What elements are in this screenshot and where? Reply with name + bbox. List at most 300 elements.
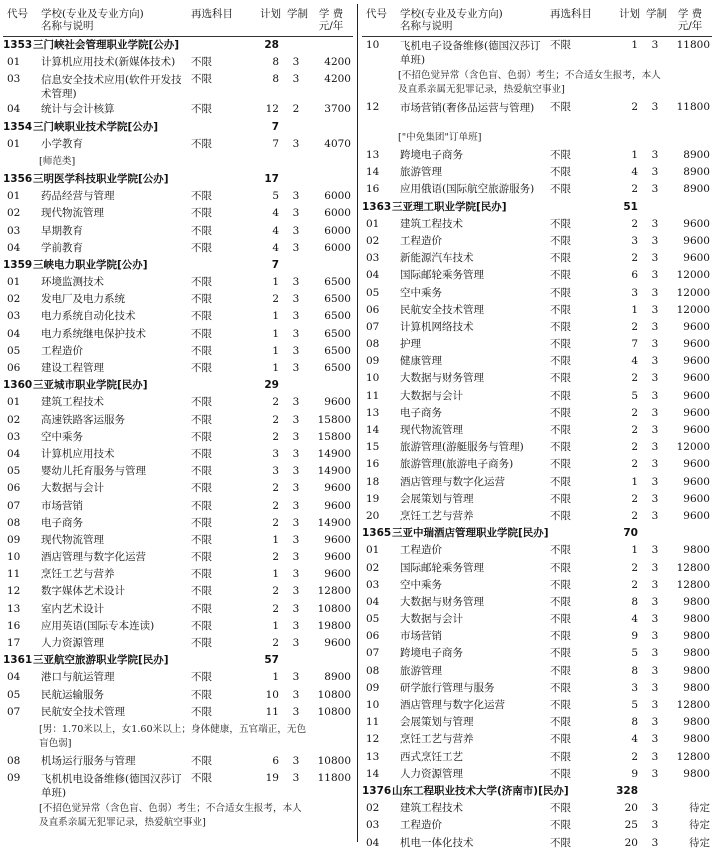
major-row bbox=[3, 360, 353, 377]
major-plan: 5 bbox=[631, 647, 638, 660]
major-fee: 15800 bbox=[317, 430, 351, 443]
major-name: 信息安全技术应用(软件开发技术管理) bbox=[41, 74, 182, 101]
major-length: 3 bbox=[651, 458, 659, 471]
major-code: 10 bbox=[366, 372, 380, 385]
major-subject: 不限 bbox=[191, 754, 212, 767]
school-code: 1359 bbox=[3, 258, 33, 271]
school-code: 1365 bbox=[362, 527, 392, 540]
major-subject: 不限 bbox=[191, 310, 212, 323]
major-fee: 14900 bbox=[317, 516, 351, 529]
major-row bbox=[362, 663, 712, 680]
major-name: 计算机网络技术 bbox=[400, 320, 474, 333]
major-length: 3 bbox=[292, 465, 300, 478]
major-length: 3 bbox=[651, 681, 659, 694]
major-row bbox=[362, 817, 712, 834]
major-subject: 不限 bbox=[550, 802, 571, 815]
major-fee: 9600 bbox=[683, 492, 710, 505]
major-code: 13 bbox=[366, 149, 380, 161]
major-plan: 3 bbox=[631, 234, 638, 247]
major-name: 跨境电子商务 bbox=[400, 647, 463, 660]
major-name: 民航运输服务 bbox=[41, 688, 104, 701]
major-code: 04 bbox=[7, 671, 21, 684]
major-code: 13 bbox=[7, 602, 21, 615]
major-name: 飞机机电设备维修(德国汉莎订单班) bbox=[41, 773, 182, 800]
major-name: 电子商务 bbox=[41, 516, 83, 529]
major-plan: 2 bbox=[631, 509, 638, 522]
school-code: 1363 bbox=[362, 200, 392, 213]
major-code: 03 bbox=[366, 252, 380, 265]
major-row bbox=[3, 480, 353, 497]
major-name: 计算机应用技术 bbox=[41, 447, 115, 460]
major-name: 建筑工程技术 bbox=[41, 396, 104, 409]
major-note: ["中免集团"订单班] bbox=[398, 132, 482, 143]
major-name: 大数据与财务管理 bbox=[400, 595, 484, 608]
major-subject: 不限 bbox=[191, 73, 212, 86]
major-row bbox=[3, 291, 353, 308]
major-plan: 3 bbox=[272, 465, 279, 478]
major-fee: 9600 bbox=[324, 499, 351, 512]
major-plan: 4 bbox=[631, 613, 638, 626]
major-subject: 不限 bbox=[550, 595, 571, 608]
major-name: 国际邮轮乘务管理 bbox=[400, 561, 484, 574]
major-length: 3 bbox=[292, 516, 300, 529]
major-name: 港口与航运管理 bbox=[41, 671, 115, 684]
major-code: 05 bbox=[7, 465, 21, 478]
major-length: 3 bbox=[292, 772, 300, 785]
major-name: 数字媒体艺术设计 bbox=[41, 585, 125, 598]
major-plan: 1 bbox=[631, 475, 638, 488]
major-plan: 2 bbox=[631, 101, 638, 113]
major-name: 工程造价 bbox=[400, 234, 442, 247]
major-plan: 3 bbox=[631, 681, 638, 694]
major-code: 01 bbox=[7, 276, 21, 289]
major-name: 工程造价 bbox=[400, 544, 442, 557]
major-plan: 8 bbox=[272, 56, 279, 69]
major-subject: 不限 bbox=[191, 293, 212, 306]
major-code: 07 bbox=[366, 647, 380, 660]
major-length: 3 bbox=[651, 750, 659, 763]
major-code: 12 bbox=[366, 101, 380, 113]
major-plan: 4 bbox=[272, 207, 279, 220]
major-name: 应用英语(国际专本连读) bbox=[41, 619, 155, 632]
major-name: 发电厂及电力系统 bbox=[41, 293, 125, 306]
school-code: 1354 bbox=[3, 120, 33, 133]
major-row bbox=[3, 770, 353, 800]
major-fee: 11800 bbox=[317, 772, 351, 785]
major-subject: 不限 bbox=[550, 544, 571, 557]
major-name: 市场营销 bbox=[41, 499, 83, 512]
major-length: 3 bbox=[292, 482, 300, 495]
school-code: 1360 bbox=[3, 379, 33, 392]
major-code: 16 bbox=[366, 458, 380, 471]
major-name: 工程造价 bbox=[41, 344, 83, 357]
major-plan: 5 bbox=[631, 389, 638, 402]
major-code: 02 bbox=[7, 207, 21, 220]
major-name: 飞机电子设备维修(德国汉莎订单班) bbox=[400, 40, 541, 66]
major-code: 09 bbox=[366, 355, 380, 368]
major-fee: 12800 bbox=[676, 750, 710, 763]
major-fee: 9600 bbox=[683, 320, 710, 333]
major-fee: 6000 bbox=[324, 224, 351, 237]
major-plan: 2 bbox=[272, 413, 279, 426]
major-code: 13 bbox=[366, 406, 380, 419]
major-plan: 1 bbox=[272, 671, 279, 684]
major-code: 06 bbox=[366, 303, 380, 316]
major-code: 03 bbox=[7, 224, 21, 237]
major-name: 工程造价 bbox=[400, 819, 442, 832]
major-plan: 7 bbox=[272, 137, 279, 150]
school-plan: 51 bbox=[623, 200, 638, 213]
major-length: 3 bbox=[292, 619, 300, 632]
major-code: 08 bbox=[7, 516, 21, 529]
major-plan: 1 bbox=[272, 276, 279, 289]
major-length: 3 bbox=[292, 533, 300, 546]
major-row bbox=[362, 302, 712, 319]
major-length: 3 bbox=[651, 509, 659, 522]
major-plan: 2 bbox=[631, 406, 638, 419]
major-row bbox=[3, 136, 353, 153]
major-subject: 不限 bbox=[550, 183, 571, 196]
header-name: 学校(专业及专业方向) 名称与说明 bbox=[400, 8, 503, 32]
major-name: 电力系统自动化技术 bbox=[41, 310, 136, 323]
major-subject: 不限 bbox=[550, 509, 571, 522]
major-plan: 5 bbox=[631, 699, 638, 711]
major-fee: 9800 bbox=[683, 595, 710, 608]
major-row bbox=[3, 394, 353, 411]
major-fee: 12000 bbox=[676, 303, 710, 316]
major-length: 3 bbox=[651, 561, 659, 574]
major-length: 3 bbox=[292, 241, 300, 254]
major-fee: 9600 bbox=[683, 217, 710, 230]
major-fee: 12800 bbox=[676, 699, 710, 711]
major-plan: 2 bbox=[631, 372, 638, 385]
major-plan: 2 bbox=[272, 293, 279, 306]
school-name: 三亚中瑞酒店管理职业学院[民办] bbox=[392, 527, 549, 540]
major-row bbox=[3, 101, 353, 118]
major-fee: 9600 bbox=[324, 568, 351, 581]
major-code: 03 bbox=[366, 578, 380, 591]
major-length: 3 bbox=[292, 73, 300, 86]
major-subject: 不限 bbox=[550, 630, 571, 643]
major-fee: 8900 bbox=[683, 183, 710, 196]
major-row bbox=[3, 343, 353, 360]
major-row bbox=[362, 491, 712, 508]
major-plan: 2 bbox=[631, 217, 638, 230]
major-length: 3 bbox=[292, 293, 300, 306]
major-code: 16 bbox=[7, 619, 21, 632]
major-plan: 4 bbox=[631, 355, 638, 368]
major-row bbox=[3, 753, 353, 770]
major-name: 高速铁路客运服务 bbox=[41, 413, 125, 426]
major-code: 02 bbox=[366, 561, 380, 574]
major-subject: 不限 bbox=[550, 389, 571, 402]
major-fee: 6500 bbox=[324, 293, 351, 306]
major-code: 08 bbox=[366, 664, 380, 677]
major-plan: 2 bbox=[631, 252, 638, 265]
major-row bbox=[3, 446, 353, 463]
major-length: 3 bbox=[651, 492, 659, 505]
header-subject: 再选科目 bbox=[550, 8, 592, 20]
major-name: 应用俄语(国际航空旅游服务) bbox=[400, 183, 535, 196]
major-subject: 不限 bbox=[191, 688, 212, 701]
major-name: 旅游管理(旅游电子商务) bbox=[400, 458, 514, 471]
major-row bbox=[362, 99, 712, 129]
major-subject: 不限 bbox=[550, 149, 571, 161]
major-code: 19 bbox=[366, 492, 380, 505]
major-fee: 12000 bbox=[676, 286, 710, 299]
major-name: 电子商务 bbox=[400, 406, 442, 419]
major-subject: 不限 bbox=[191, 344, 212, 357]
major-subject: 不限 bbox=[550, 372, 571, 385]
major-row bbox=[362, 594, 712, 611]
major-length: 3 bbox=[651, 166, 659, 179]
major-subject: 不限 bbox=[191, 568, 212, 581]
major-row bbox=[362, 645, 712, 662]
major-code: 05 bbox=[366, 286, 380, 299]
major-note: [不招色觉异常（含色盲、色弱）考生；不合适女生报考，本人及直系亲属无犯罪记录，热爱航空事业] bbox=[398, 70, 661, 95]
major-subject: 不限 bbox=[550, 303, 571, 316]
major-row bbox=[3, 205, 353, 222]
major-name: 市场营销 bbox=[400, 630, 442, 643]
major-row bbox=[362, 285, 712, 302]
major-name: 机场运行服务与管理 bbox=[41, 754, 136, 767]
major-plan: 20 bbox=[624, 802, 638, 815]
major-plan: 2 bbox=[272, 396, 279, 409]
major-name: 早期教育 bbox=[41, 224, 83, 237]
major-fee: 6500 bbox=[324, 310, 351, 323]
major-subject: 不限 bbox=[550, 475, 571, 488]
major-subject: 不限 bbox=[550, 561, 571, 574]
major-fee: 9600 bbox=[683, 355, 710, 368]
major-length: 3 bbox=[651, 338, 659, 351]
school-plan: 57 bbox=[264, 654, 279, 667]
major-plan: 2 bbox=[631, 750, 638, 763]
school-row bbox=[3, 377, 353, 394]
major-fee: 6500 bbox=[324, 327, 351, 340]
major-code: 01 bbox=[7, 137, 21, 150]
major-subject: 不限 bbox=[550, 269, 571, 282]
major-name: 会展策划与管理 bbox=[400, 492, 474, 505]
major-plan: 2 bbox=[631, 458, 638, 471]
major-note: [男：1.70米以上，女1.60米以上；身体健康，五官端正，无色盲色弱] bbox=[39, 723, 307, 749]
major-length: 3 bbox=[651, 647, 659, 660]
major-row bbox=[362, 388, 712, 405]
major-subject: 不限 bbox=[191, 671, 212, 684]
major-subject: 不限 bbox=[550, 338, 571, 351]
school-name: 三亚理工职业学院[民办] bbox=[392, 200, 507, 213]
major-name: 人力资源管理 bbox=[41, 637, 104, 649]
major-subject: 不限 bbox=[550, 424, 571, 436]
major-length: 3 bbox=[651, 716, 659, 729]
major-code: 07 bbox=[7, 499, 21, 512]
major-code: 02 bbox=[7, 413, 21, 426]
major-code: 15 bbox=[366, 441, 380, 454]
major-fee: 9800 bbox=[683, 544, 710, 557]
major-name: 学前教育 bbox=[41, 241, 83, 254]
major-fee: 9800 bbox=[683, 630, 710, 643]
major-row bbox=[3, 223, 353, 240]
major-name: 酒店管理与数字化运营 bbox=[41, 551, 146, 564]
major-plan: 19 bbox=[265, 772, 279, 785]
major-row bbox=[362, 439, 712, 456]
major-name: 旅游管理 bbox=[400, 166, 442, 179]
major-subject: 不限 bbox=[191, 465, 212, 478]
major-fee: 9800 bbox=[683, 733, 710, 746]
major-code: 01 bbox=[366, 217, 380, 230]
major-fee: 8900 bbox=[683, 166, 710, 179]
major-length: 3 bbox=[651, 406, 659, 419]
major-fee: 9600 bbox=[324, 551, 351, 564]
major-name: 大数据与会计 bbox=[400, 613, 463, 626]
major-name: 民航安全技术管理 bbox=[41, 705, 125, 718]
major-plan: 4 bbox=[272, 241, 279, 254]
major-fee: 9600 bbox=[683, 234, 710, 247]
major-code: 12 bbox=[7, 585, 21, 598]
major-length: 3 bbox=[292, 190, 300, 203]
major-row bbox=[362, 835, 712, 852]
major-length: 3 bbox=[292, 362, 300, 374]
major-row bbox=[3, 549, 353, 566]
major-length: 3 bbox=[292, 688, 300, 701]
major-row bbox=[362, 336, 712, 353]
major-length: 3 bbox=[651, 802, 659, 815]
major-fee: 6000 bbox=[324, 207, 351, 220]
school-code: 1356 bbox=[3, 172, 33, 185]
major-code: 11 bbox=[366, 389, 380, 402]
major-name: 人力资源管理 bbox=[400, 767, 463, 780]
major-name: 建筑工程技术 bbox=[400, 217, 463, 230]
major-fee: 9600 bbox=[683, 509, 710, 522]
major-subject: 不限 bbox=[550, 664, 571, 677]
major-fee: 10800 bbox=[317, 705, 351, 718]
major-code: 04 bbox=[366, 836, 380, 849]
major-name: 建筑工程技术 bbox=[400, 802, 463, 815]
major-length: 3 bbox=[292, 327, 300, 340]
major-length: 3 bbox=[292, 637, 300, 649]
major-row bbox=[3, 429, 353, 446]
major-fee: 8900 bbox=[683, 149, 710, 161]
major-subject: 不限 bbox=[191, 705, 212, 718]
major-fee: 9800 bbox=[683, 664, 710, 677]
major-length: 3 bbox=[292, 602, 300, 615]
major-plan: 2 bbox=[272, 516, 279, 529]
major-fee: 4070 bbox=[324, 137, 351, 150]
major-subject: 不限 bbox=[550, 716, 571, 729]
major-code: 14 bbox=[366, 424, 380, 436]
major-code: 12 bbox=[366, 733, 380, 746]
major-length: 3 bbox=[292, 137, 300, 150]
major-row bbox=[362, 37, 712, 67]
major-fee: 9600 bbox=[683, 475, 710, 488]
major-note: [不招色觉异常（含色盲、色弱）考生；不合适女生报考，本人及直系亲属无犯罪记录，热爱航空事业] bbox=[39, 803, 302, 829]
major-code: 03 bbox=[7, 73, 21, 86]
major-name: 婴幼儿托育服务与管理 bbox=[41, 465, 146, 478]
major-plan: 8 bbox=[631, 664, 638, 677]
major-name: 统计与会计核算 bbox=[41, 103, 115, 116]
major-length: 3 bbox=[292, 754, 300, 767]
header-code: 代号 bbox=[366, 8, 387, 20]
school-row bbox=[362, 525, 712, 542]
major-note: [师范类] bbox=[39, 155, 76, 167]
major-subject: 不限 bbox=[550, 286, 571, 299]
major-name: 会展策划与管理 bbox=[400, 716, 474, 729]
major-subject: 不限 bbox=[191, 602, 212, 615]
major-subject: 不限 bbox=[550, 819, 571, 832]
major-subject: 不限 bbox=[550, 492, 571, 505]
major-row bbox=[3, 188, 353, 205]
major-subject: 不限 bbox=[191, 533, 212, 546]
major-fee: 14900 bbox=[317, 447, 351, 460]
major-row bbox=[362, 267, 712, 284]
major-row bbox=[362, 233, 712, 250]
right-rows bbox=[362, 37, 712, 852]
major-length: 3 bbox=[292, 671, 300, 684]
major-name: 计算机应用技术(新媒体技术) bbox=[41, 56, 176, 69]
major-subject: 不限 bbox=[550, 767, 571, 780]
major-fee: 待定 bbox=[689, 819, 710, 832]
major-subject: 不限 bbox=[550, 166, 571, 179]
major-length: 3 bbox=[651, 372, 659, 385]
major-name: 室内艺术设计 bbox=[41, 602, 104, 615]
major-name: 国际邮轮乘务管理 bbox=[400, 269, 484, 282]
major-fee: 6000 bbox=[324, 190, 351, 203]
school-name: 山东工程职业技术大学(济南市)[民办] bbox=[392, 784, 569, 797]
major-name: 建设工程管理 bbox=[41, 362, 104, 374]
major-name: 健康管理 bbox=[400, 355, 442, 368]
major-fee: 9600 bbox=[324, 637, 351, 649]
major-row bbox=[362, 749, 712, 766]
major-length: 3 bbox=[292, 705, 300, 718]
major-length: 3 bbox=[651, 767, 659, 780]
major-plan: 1 bbox=[631, 149, 638, 161]
major-code: 17 bbox=[7, 637, 21, 649]
major-plan: 8 bbox=[631, 716, 638, 729]
major-code: 14 bbox=[366, 166, 380, 179]
major-fee: 待定 bbox=[689, 802, 710, 815]
major-row bbox=[362, 714, 712, 731]
major-name: 烹饪工艺与营养 bbox=[400, 509, 474, 522]
school-name: 三亚城市职业学院[民办] bbox=[33, 379, 148, 392]
major-code: 05 bbox=[7, 688, 21, 701]
major-length: 3 bbox=[292, 551, 300, 564]
major-row bbox=[362, 422, 712, 439]
major-code: 02 bbox=[7, 293, 21, 306]
major-name: 跨境电子商务 bbox=[400, 149, 463, 161]
major-fee: 9600 bbox=[683, 389, 710, 402]
major-code: 04 bbox=[7, 103, 21, 116]
school-row bbox=[3, 37, 353, 54]
major-length: 3 bbox=[651, 595, 659, 608]
major-subject: 不限 bbox=[550, 355, 571, 368]
major-row bbox=[362, 353, 712, 370]
major-subject: 不限 bbox=[550, 39, 571, 51]
major-name: 现代物流管理 bbox=[41, 207, 104, 220]
major-subject: 不限 bbox=[191, 241, 212, 254]
major-fee: 9600 bbox=[324, 533, 351, 546]
major-length: 3 bbox=[651, 101, 659, 113]
major-row bbox=[362, 680, 712, 697]
major-fee: 9600 bbox=[683, 252, 710, 265]
major-subject: 不限 bbox=[191, 362, 212, 374]
major-fee: 9800 bbox=[683, 767, 710, 780]
major-row bbox=[3, 669, 353, 686]
major-plan: 6 bbox=[631, 269, 638, 282]
major-plan: 8 bbox=[272, 73, 279, 86]
major-subject: 不限 bbox=[191, 207, 212, 220]
header-code: 代号 bbox=[7, 8, 28, 20]
major-plan: 25 bbox=[624, 819, 638, 832]
school-row bbox=[362, 199, 712, 216]
